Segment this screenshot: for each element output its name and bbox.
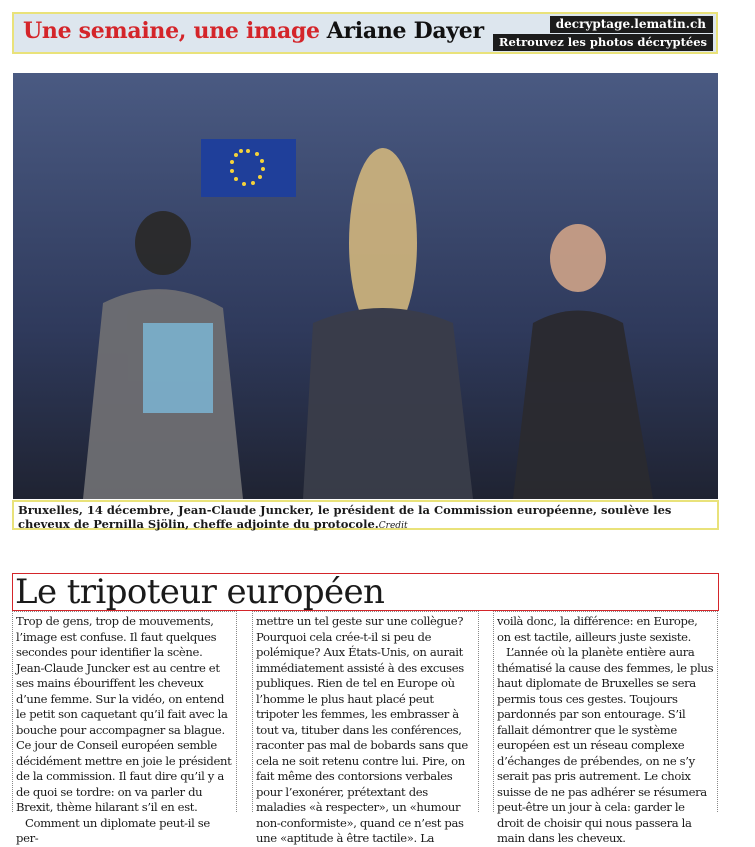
caption-text: Bruxelles, 14 décembre, Jean-Claude Juncker, le président de la Commission européenne, soulève les cheveux de Pernilla Sjölin, cheffe adjointe du protocole. [18, 503, 672, 531]
article-headline: Le tripoteur européen [12, 573, 719, 611]
series-header [12, 12, 718, 54]
column-2-paragraph-1: mettre un tel geste sur une collègue? Pourquoi cela crée-t-il si peu de polémique? Aux États-Unis, on aurait immédiatement assisté à des excuses publiques. Rien de tel en Europe où l’homme le plus haut placé peut tripoter les femmes, les embrasser à tout va, tituber dans les conférences, raconter pas mal de bobards sans que cela ne soit retenu contre lui. Pire, on fait même des contorsions verbales pour l’exonérer, prétextant des maladies «à respecter», un «humour non-conformiste», quand ce n’est pas une «aptitude à être tactile». La [256, 614, 468, 845]
photo-caption [12, 500, 719, 530]
author-name: Ariane Dayer [326, 18, 484, 44]
column-3-paragraph-1: voilà donc, la différence: en Europe, on est tactile, ailleurs juste sexiste. [497, 614, 698, 644]
site-url[interactable]: decryptage.lematin.ch [550, 16, 713, 33]
series-name: Une semaine, une image [23, 18, 320, 44]
column-1-paragraph-2: Comment un diplomate peut-il se per- [16, 815, 210, 845]
news-photo [13, 73, 718, 499]
series-title [23, 18, 484, 44]
article-column-3 [493, 611, 718, 845]
article-column-2 [252, 611, 479, 845]
eu-flag-icon [201, 139, 296, 197]
photo-placeholder [13, 73, 718, 499]
column-1-paragraph-1: Trop de gens, trop de mouvements, l’image est confuse. Il faut quelques secondes pour identifier la scène. Jean-Claude Juncker est au centre et ses mains ébouriffent les cheveux d’une femme. Sur la vidéo, on entend le petit son caquetant qu’il fait avec la bouche pour accompagner sa blague. Ce jour de Conseil européen semble décidément mettre en joie le président de la commission. Il faut dire qu’il y a de quoi se tordre: on va parler du Brexit, thème hilarant s’il en est. [16, 614, 232, 814]
caption-credit: Credit [378, 521, 408, 531]
site-cta[interactable]: Retrouvez les photos décryptées [493, 34, 713, 51]
article-column-1 [12, 611, 237, 845]
column-3-paragraph-2: L’année où la planète entière aura thématisé la cause des femmes, le plus haut diplomate de Bruxelles se sera permis tous ces gestes. Toujours pardonnés par son entourage. S’il fallait démontrer que le système européen est un réseau complexe d’échanges de prébendes, on ne s’y serait pas pris autrement. Le choix suisse de ne pas adhérer se résumera peut-être un jour à cela: garder le droit de choisir qui nous passera la main dans les cheveux. [497, 645, 714, 845]
